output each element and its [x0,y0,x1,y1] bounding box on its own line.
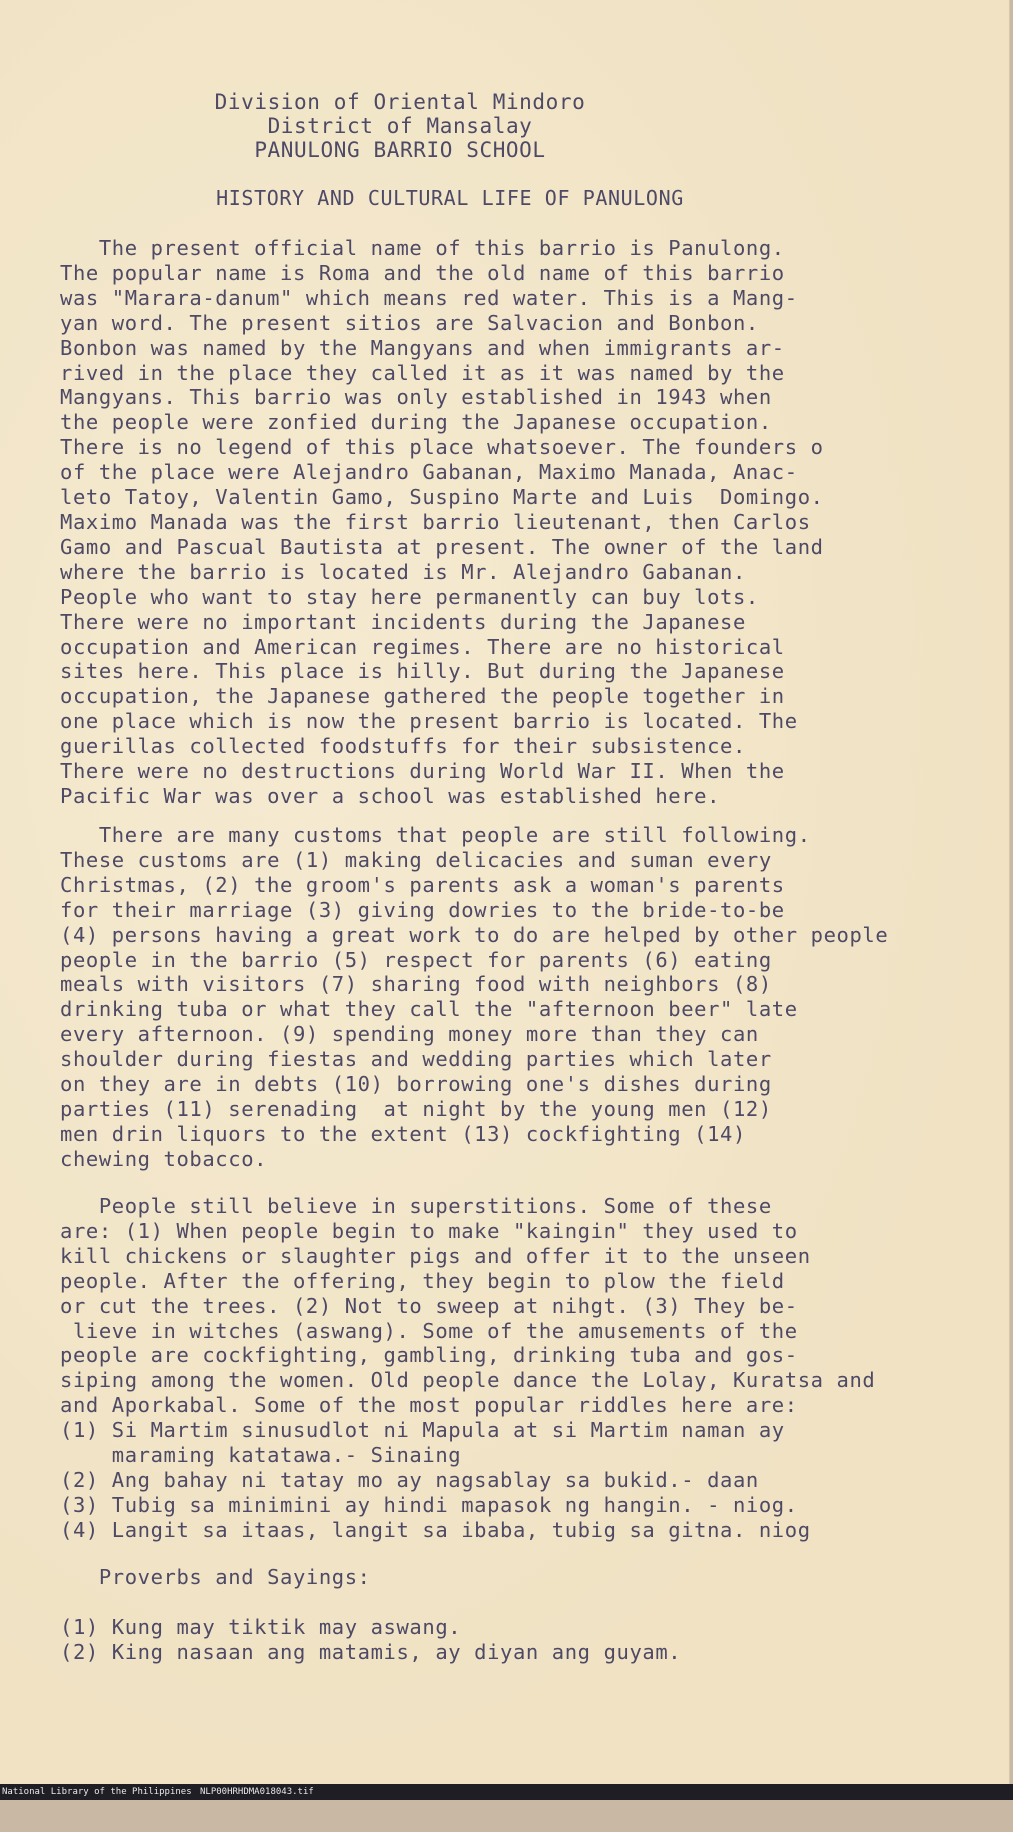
text-line: (1) Si Martim sinusudlot ni Mapula at si Martim naman ay [60,1418,785,1443]
text-line: The present official name of this barrio is Panulong. [60,236,785,260]
text-line: for their marriage (3) giving dowries to the bride-to-be [60,897,785,922]
text-line: was "Marara-danum" which means red water. This is a Mang- [60,285,798,310]
text-line: men drin liquors to the extent (13) cockfighting (14) [60,1121,746,1146]
text-line: (2) Ang bahay ni tatay mo ay nagsablay sa bukid.- daan [60,1467,759,1492]
text-line: Christmas, (2) the groom's parents ask a woman's parents [60,872,785,897]
text-line: people are cockfighting, gambling, drinking tuba and gos- [60,1343,798,1368]
text-line: There were no important incidents during the Japanese [60,609,746,634]
text-line: leto Tatoy, Valentin Gamo, Suspino Marte and Luis Domingo. [60,485,824,510]
scan-footer [0,1784,1013,1800]
text-line: occupation, the Japanese gathered the people together in [60,684,785,709]
text-line: guerillas collected foodstuffs for their subsistence. [60,734,746,759]
text-line: lieve in witches (aswang). Some of the amusements of the [60,1318,798,1343]
text-line: maraming katatawa.- Sinaing [60,1443,462,1468]
division-heading: Division of Oriental Mindoro [214,90,586,114]
customs-paragraph [60,823,990,1172]
school-heading: PANULONG BARRIO SCHOOL [254,138,546,162]
document-title: HISTORY AND CULTURAL LIFE OF PANULONG [216,186,684,210]
text-line: yan word. The present sitios are Salvacion and Bonbon. [60,310,759,335]
text-line: people. After the offering, they begin to plow the field [60,1268,785,1293]
text-line: parties (11) serenading at night by the young men (12) [60,1096,772,1121]
text-line: People who want to stay here permanently can buy lots. [60,584,759,609]
text-line: chewing tobacco. [60,1146,268,1171]
text-line: meals with visitors (7) sharing food with neighbors (8) [60,972,772,997]
text-line: the people were zonfied during the Japanese occupation. [60,410,772,435]
text-line: people in the barrio (5) respect for parents (6) eating [60,947,772,972]
text-line: (4) Langit sa itaas, langit sa ibaba, tubig sa gitna. niog [60,1517,811,1542]
text-line: There is no legend of this place whatsoever. The founders o [60,435,824,460]
superstitions-paragraph [60,1194,990,1543]
text-line: or cut the trees. (2) Not to sweep at nihgt. (3) They be- [60,1293,798,1318]
footer-filename: NLP00HRHDMA018043.tif [200,1787,314,1797]
history-paragraph [60,236,990,809]
text-line: siping among the women. Old people dance the Lolay, Kuratsa and [60,1368,876,1393]
text-line: Mangyans. This barrio was only established in 1943 when [60,385,772,410]
text-line: and Aporkabal. Some of the most popular riddles here are: [60,1393,798,1418]
text-line: drinking tuba or what they call the "afternoon beer" late [60,997,798,1022]
proverbs-heading: Proverbs and Sayings: [60,1565,371,1589]
text-line: kill chickens or slaughter pigs and offer it to the unseen [60,1243,811,1268]
text-line: Maximo Manada was the first barrio lieutenant, then Carlos [60,509,811,534]
proverb-item: (1) Kung may tiktik may aswang. [60,1615,462,1639]
text-line: Gamo and Pascual Bautista at present. The owner of the land [60,534,824,559]
text-line: rived in the place they called it as it was named by the [60,360,785,385]
text-line: There are many customs that people are still following. [60,823,811,847]
text-line: There were no destructions during World War II. When the [60,759,785,784]
text-line: People still believe in superstitions. Some of these [60,1194,772,1218]
text-line: Bonbon was named by the Mangyans and when immigrants ar- [60,335,785,360]
proverbs-list [60,1615,681,1665]
proverb-item: (2) King nasaan ang matamis, ay diyan ang guyam. [60,1640,682,1664]
text-line: one place which is now the present barrio is located. The [60,709,798,734]
text-line: The popular name is Roma and the old name of this barrio [60,260,785,285]
text-line: occupation and American regimes. There are no historical [60,634,785,659]
text-line: Pacific War was over a school was established here. [60,783,721,808]
text-line: are: (1) When people begin to make "kaingin" they used to [60,1218,798,1243]
district-heading: District of Mansalay [267,114,533,138]
text-line: These customs are (1) making delicacies and suman every [60,847,772,872]
text-line: sites here. This place is hilly. But during the Japanese [60,659,785,684]
text-line: where the barrio is located is Mr. Alejandro Gabanan. [60,559,746,584]
footer-library: National Library of the Philippines [2,1787,192,1797]
text-line: (4) persons having a great work to do are helped by other people [60,922,889,947]
text-line: (3) Tubig sa minimini ay hindi mapasok ng hangin. - niog. [60,1492,798,1517]
text-line: every afternoon. (9) spending money more than they can [60,1022,759,1047]
text-line: of the place were Alejandro Gabanan, Maximo Manada, Anac- [60,460,798,485]
text-line: shoulder during fiestas and wedding parties which later [60,1047,772,1072]
text-line: on they are in debts (10) borrowing one's dishes during [60,1072,772,1097]
